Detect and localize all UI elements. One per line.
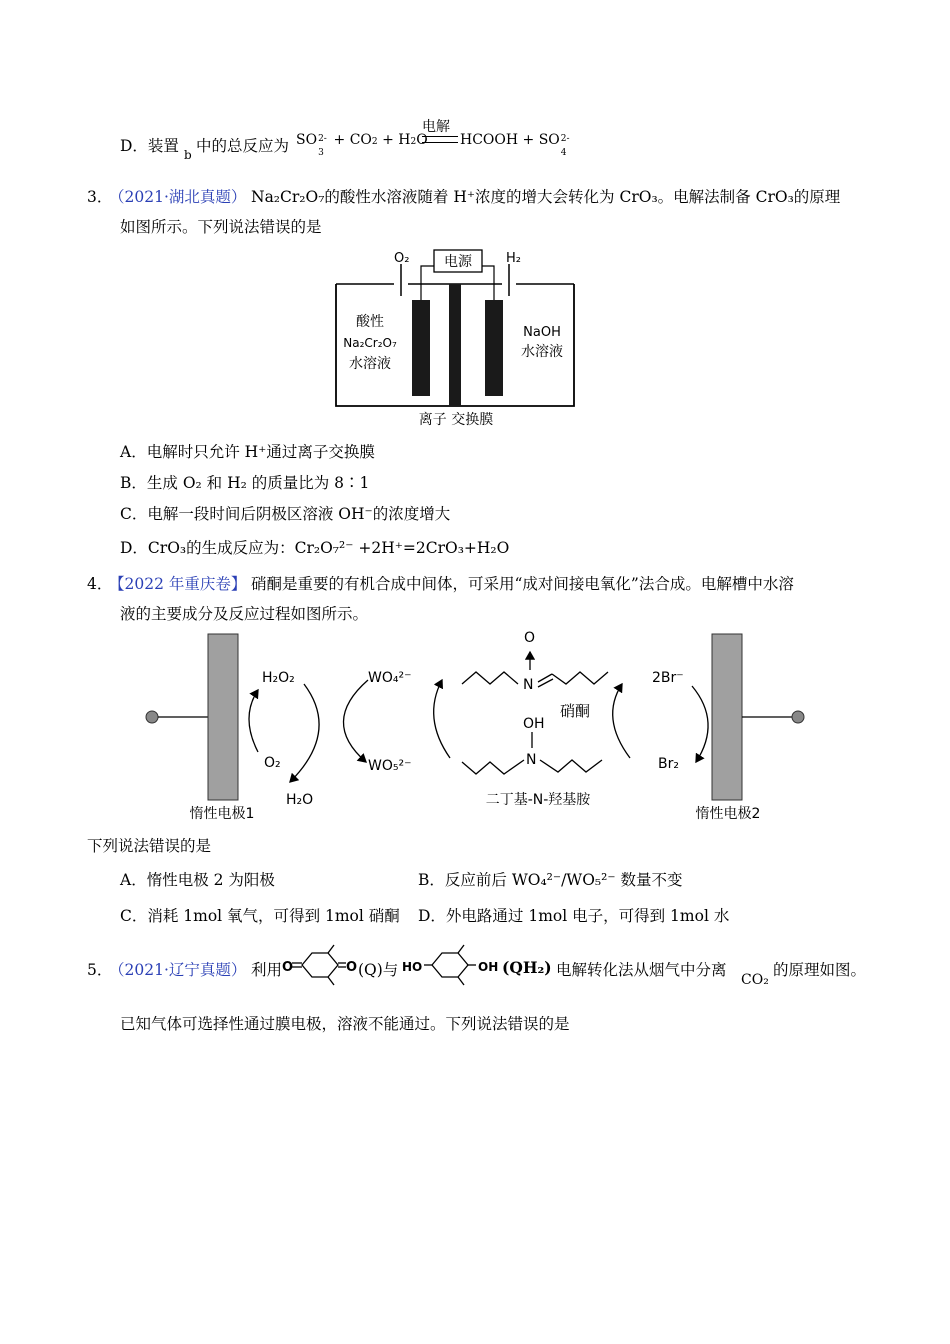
right-solution-line1: NaOH xyxy=(523,325,561,340)
amine-label: 二丁基-N-羟基胺 xyxy=(485,792,591,808)
q5-end: 的原理如图。 xyxy=(773,961,867,979)
q2d-equals xyxy=(422,136,458,143)
q3-option-a: A．电解时只允许 H⁺通过离子交换膜 xyxy=(120,443,375,461)
q5-use: 利用 xyxy=(251,961,283,979)
amine-n: N xyxy=(526,752,537,768)
electrode-2-label: 惰性电极2 xyxy=(695,806,761,822)
hydroquinone-oh: OH xyxy=(478,960,499,974)
nitrone-chain-left xyxy=(462,672,518,684)
q3-option-c: C．电解一段时间后阴极区溶液 OH⁻的浓度增大 xyxy=(120,505,451,523)
q4-option-a: A．惰性电极 2 为阳极 xyxy=(120,871,275,889)
q5-number: 5． xyxy=(87,961,113,979)
q4-source: 【2022 年重庆卷】 xyxy=(109,575,247,593)
h2o-o: O xyxy=(416,132,428,148)
q2d-prefix: D．装置 xyxy=(120,137,179,155)
quinone-o-right: O xyxy=(346,960,358,975)
q5-co2: CO₂ xyxy=(741,972,769,988)
nitrone-n: N xyxy=(523,677,534,693)
h2o2-label: H₂O₂ xyxy=(262,670,295,686)
h2o: + H xyxy=(382,132,411,148)
amine-oh: OH xyxy=(523,716,545,732)
wire-right xyxy=(482,266,494,300)
terminal-1 xyxy=(146,711,158,723)
q4-reaction-figure xyxy=(140,622,820,832)
so3-sup: 2- xyxy=(318,134,327,144)
q3-electrolysis-figure xyxy=(330,244,580,430)
q3-number: 3． xyxy=(87,188,113,206)
q5-quinone-structure xyxy=(282,944,360,986)
q4-stem-line1: 硝酮是重要的有机合成中间体，可采用“成对间接电氧化”法合成。电解槽中水溶 xyxy=(251,575,794,593)
left-solution-line3: 水溶液 xyxy=(349,356,391,372)
q3-option-b: B．生成 O₂ 和 H₂ 的质量比为 8∶1 xyxy=(120,474,370,492)
q5-source: （2021·辽宁真题） xyxy=(109,961,247,979)
q2d-equation xyxy=(296,132,428,158)
so3: SO xyxy=(296,132,318,148)
arrow-wo5-to-wo4 xyxy=(434,680,450,758)
q3-source: （2021·湖北真题） xyxy=(109,188,247,206)
ion-exchange-membrane xyxy=(449,284,461,406)
q5-mid: 电解转化法从烟气中分离 xyxy=(556,961,727,979)
br2-label: Br₂ xyxy=(658,756,679,772)
amine-chain-left xyxy=(462,760,524,774)
wire-left xyxy=(421,266,434,300)
nitrone-chain-right xyxy=(552,672,608,684)
left-solution-line1: 酸性 xyxy=(356,314,384,330)
q5-q-label: (Q)与 xyxy=(358,961,399,979)
nitrone-label: 硝酮 xyxy=(560,702,591,720)
q2d-elec-label: 电解 xyxy=(422,119,450,135)
q5-hydroquinone-structure xyxy=(402,944,504,986)
q4-option-d: D．外电路通过 1mol 电子，可得到 1mol 水 xyxy=(418,907,730,925)
q2-option-d xyxy=(120,118,600,162)
arrow-br-to-br2 xyxy=(692,686,708,762)
co2-sub: 2 xyxy=(371,137,378,147)
q4-number: 4． xyxy=(87,575,113,593)
q3-option-d: D．CrO₃的生成反应为：Cr₂O₇²⁻ +2H⁺=2CrO₃+H₂O xyxy=(120,539,510,557)
q5-line2: 已知气体可选择性通过膜电极，溶液不能通过。下列说法错误的是 xyxy=(120,1015,570,1033)
q4-option-c: C．消耗 1mol 氧气，可得到 1mol 硝酮 xyxy=(120,907,400,925)
q2d-mid: 中的总反应为 xyxy=(196,137,290,155)
cathode xyxy=(485,300,503,396)
q3-stem-line1: Na₂Cr₂O₇的酸性水溶液随着 H⁺浓度的增大会转化为 CrO₃。电解法制备 CrO₃的原理 xyxy=(251,188,841,206)
so4-sup: 2- xyxy=(560,134,570,144)
right-solution-line2: 水溶液 xyxy=(521,344,563,360)
left-solution-line2: Na₂Cr₂O₇ xyxy=(343,336,397,350)
wo4-label: WO₄²⁻ xyxy=(368,670,412,686)
q2d-b: b xyxy=(184,148,192,162)
quinone-methyl-1 xyxy=(328,945,334,953)
arrow-h2o2-to-h2o xyxy=(290,684,319,782)
wo5-label: WO₅²⁻ xyxy=(368,758,412,774)
hydroquinone-methyl-1 xyxy=(458,945,464,953)
nitrone-o: O xyxy=(524,630,536,646)
q4-option-b: B．反应前后 WO₄²⁻/WO₅²⁻ 数量不变 xyxy=(418,871,683,889)
terminal-2 xyxy=(792,711,804,723)
h2-label: H₂ xyxy=(506,251,521,266)
anode xyxy=(412,300,430,396)
quinone-o-left: O xyxy=(282,960,294,975)
products: HCOOH + SO xyxy=(460,132,560,148)
electrode-1 xyxy=(208,634,238,800)
q2d-products xyxy=(460,132,572,158)
membrane-label: 离子 交换膜 xyxy=(418,412,494,428)
arrow-o2-to-h2o2 xyxy=(249,690,258,752)
electrode-1-label: 惰性电极1 xyxy=(189,806,255,822)
br-label: 2Br⁻ xyxy=(652,670,684,686)
so4-sub: 4 xyxy=(560,148,567,158)
hydroquinone-ring xyxy=(432,953,468,977)
q5-qh2-label: (QH₂) xyxy=(502,958,552,977)
amine-chain-right xyxy=(540,760,602,772)
arrow-amine-to-nitrone xyxy=(613,684,630,758)
q4-stem-line2: 液的主要成分及反应过程如图所示。 xyxy=(120,605,369,623)
q3-stem-line2: 如图所示。下列说法错误的是 xyxy=(120,218,322,236)
electrode-2 xyxy=(712,634,742,800)
o2-label: O₂ xyxy=(264,755,281,771)
arrow-wo4-to-wo5 xyxy=(343,680,368,762)
so3-sub: 3 xyxy=(318,148,324,158)
quinone-ring xyxy=(302,953,338,977)
h2o-label: H₂O xyxy=(286,792,314,808)
quinone-methyl-2 xyxy=(328,977,334,985)
co2: + CO xyxy=(333,132,372,148)
o2-label: O₂ xyxy=(394,251,410,266)
hydroquinone-methyl-2 xyxy=(458,977,464,985)
q4-tail: 下列说法错误的是 xyxy=(87,837,212,855)
hydroquinone-ho: HO xyxy=(402,960,423,974)
h2o-sub: 2 xyxy=(410,137,417,147)
power-source-label: 电源 xyxy=(444,254,472,270)
